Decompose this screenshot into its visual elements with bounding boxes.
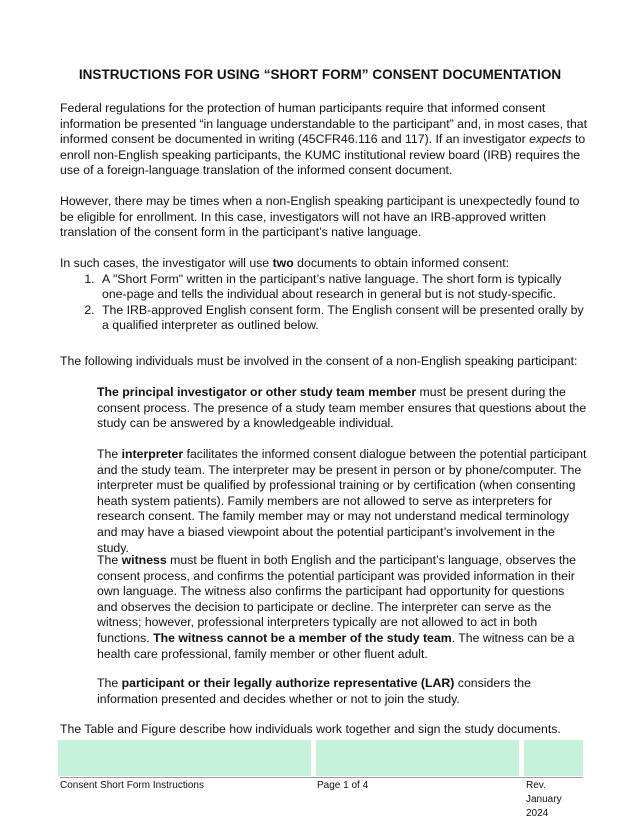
two-docs-post: documents to obtain informed consent: — [293, 256, 510, 270]
individuals-paragraph: The following individuals must be involved in the consent of a non-English speaking participant: — [60, 354, 578, 368]
table-figure-paragraph: The Table and Figure describe how individuals work together and sign the study documents. — [60, 722, 561, 736]
document-list — [60, 272, 588, 334]
pi-text: must be present during the consent process. The presence of a study team member ensures that questions about the study can be answered by a knowledgeable individual. — [97, 385, 587, 431]
lar-bold: participant or their legally authorize representative (LAR) — [121, 676, 455, 690]
intro-paragraph — [60, 101, 588, 179]
interpreter-paragraph — [97, 447, 587, 556]
witness-paragraph — [97, 553, 587, 662]
footer-page-number: Page 1 of 4 — [317, 780, 369, 791]
table-header-cell — [58, 740, 311, 776]
witness-text-post: . The witness can be a health care professional, family member or other fluent adult. — [97, 630, 575, 661]
lar-paragraph — [97, 676, 587, 707]
page-title: INSTRUCTIONS FOR USING “SHORT FORM” CONSENT DOCUMENTATION — [78, 67, 562, 82]
pi-paragraph — [97, 385, 587, 432]
list-item: 1. A "Short Form" written in the participant’s native language. The short form is typically one-page and tells the individual about research in general but is not study-specific. — [98, 272, 588, 303]
unexpected-paragraph: However, there may be times when a non-English speaking participant is unexpectedly found to be eligible for enrollment. In this case, investigators will not have an IRB-approved written translation of the consent form in the participant’s native language. — [60, 194, 580, 240]
two-docs-pre: In such cases, the investigator will use — [60, 256, 273, 270]
pi-bold: The principal investigator or other study team member — [97, 385, 417, 399]
table-header-cell — [316, 740, 519, 776]
footer-revision: Rev. January 2024 — [526, 780, 562, 819]
two-documents-paragraph — [60, 256, 588, 334]
intro-text-post: to enroll non-English speaking participants, the KUMC institutional review board (IRB) requires the use of a foreign-language translation of the informed consent document. — [60, 132, 586, 178]
intro-text-pre: Federal regulations for the protection of human participants require that informed consent information be presented “in language understandable to the participant” and, in most cases, that informed consent be documented in writing (45CFR46.116 and 117). If an investigator — [60, 101, 588, 147]
witness-bold: witness — [121, 553, 167, 567]
lar-text: considers the information presented and decides whether or not to join the study. — [97, 676, 531, 706]
interpreter-text: facilitates the informed consent dialogue between the potential participant and the study team. The interpreter may be present in person or by phone/computer. The interpreter must be qualified by professional training or by certification (when consenting heath system patients). Family members are not allowed to serve as interpreters for research consent. The family member may or may not understand medical terminology and may have a biased viewpoint about the potential participant’s involvement in the study. — [97, 447, 587, 555]
lar-pre: The — [97, 676, 122, 690]
witness-text: must be fluent in both English and the participant’s language, observes the consent process, and confirms the potential participant was provided information in their own language. The witness also confirms the participant had opportunity for questions and observes the decision to participate or decline. The interpreter can serve as the witness; however, professional interpreters typically are not allowed to act in both functions. — [97, 553, 576, 645]
interpreter-pre: The — [97, 447, 122, 461]
table-header-cell — [524, 740, 583, 776]
two-docs-bold: two — [272, 256, 294, 270]
witness-pre: The — [97, 553, 122, 567]
interpreter-bold: interpreter — [121, 447, 184, 461]
footer-divider — [60, 777, 583, 778]
footer-left: Consent Short Form Instructions — [60, 780, 204, 791]
witness-bold-rule: The witness cannot be a member of the study team — [153, 630, 452, 645]
list-item: 2. The IRB-approved English consent form. The English consent will be presented orally by a qualified interpreter as outlined below. — [98, 303, 588, 334]
intro-emphasis: expects — [529, 132, 572, 147]
